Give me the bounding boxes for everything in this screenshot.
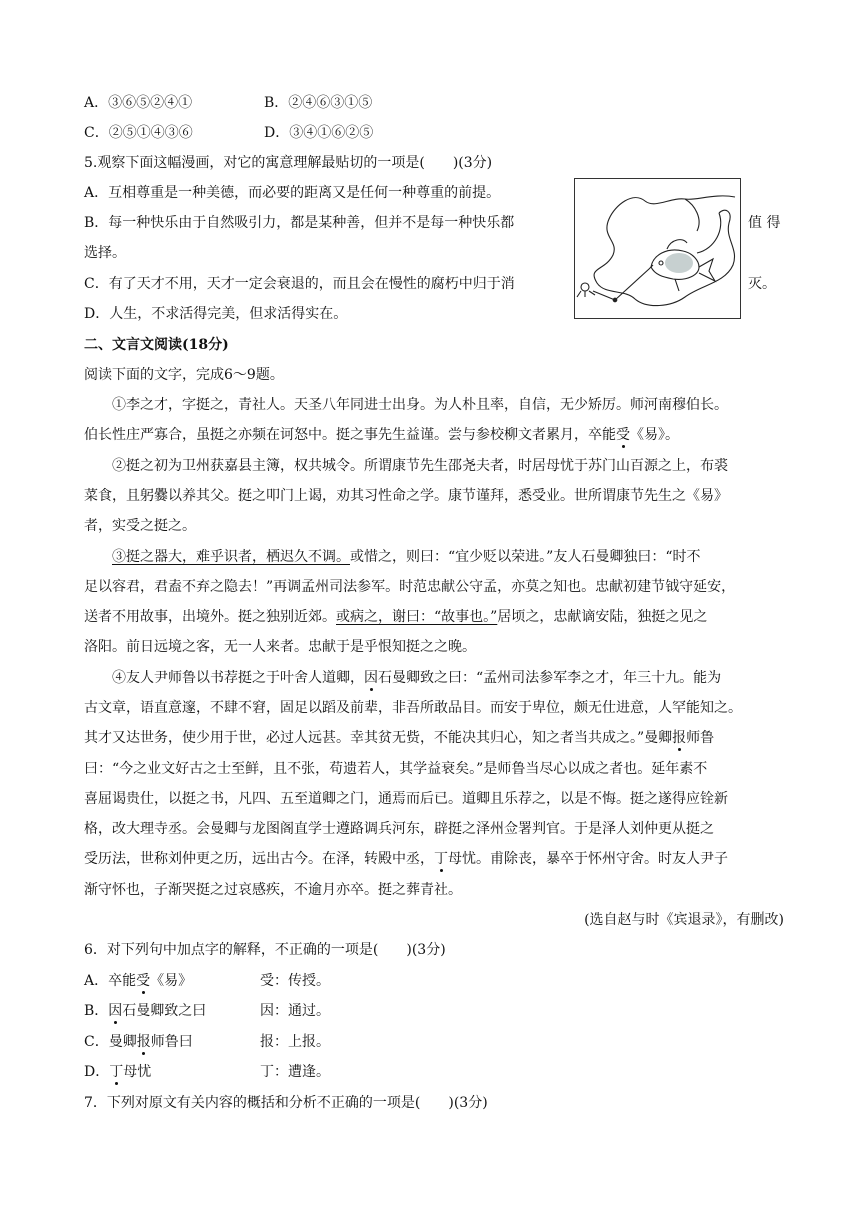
q4-option-d: D．③④①⑥②⑤ — [264, 125, 374, 141]
dotted-char-ding: 丁 — [434, 851, 448, 867]
q5-option-d: D．人生，不求活得完美，但求活得实在。 — [84, 306, 348, 322]
passage-p4-line7: 受历法，世称刘仲更之历，远出古今。在泽，转殿中丞，丁母忧。甫除丧，暴卒于怀州守舍。时友人尹子 — [84, 851, 728, 867]
passage-p3-line3: 送者不用故事，出境外。挺之独别近郊。或病之，谢曰：“故事也。”居顷之，忠献谪安陆，独挺之见之 — [84, 609, 708, 625]
passage-p4-line6: 格，改大理寺丞。会曼卿与龙图阁直学士遵路调兵河东，辟挺之泽州佥署判官。于是泽人刘仲更从挺之 — [84, 821, 714, 837]
passage-p4-line1: ④友人尹师鲁以书荐挺之于叶舍人道卿，因石曼卿致之曰：“孟州司法参军李之才，年三十九。能为 — [112, 670, 722, 686]
dotted-char-shou: 受 — [616, 427, 630, 443]
section-2-intro: 阅读下面的文字，完成6～9题。 — [84, 367, 284, 383]
q5-option-b-line1: B．每一种快乐由于自然吸引力，都是某种善，但并不是每一种快乐都 — [84, 215, 515, 231]
passage-p2-line3: 者，实受之挺之。 — [84, 518, 196, 534]
q6-option-d: D．丁母忧 — [84, 1064, 152, 1080]
q4-option-a: A．③⑥⑤②④① — [84, 95, 193, 111]
q5-option-c-line1-tail: 灭。 — [748, 276, 776, 292]
passage-p2-line2: 菜食，且躬爨以养其父。挺之叩门上谒，劝其习性命之学。康节谨拜，悉受业。世所谓康节先生之《易》 — [84, 488, 728, 504]
passage-p3-line1: ③挺之器大，难乎识者，栖迟久不调。或惜之，则曰：“宜少贬以荣进。”友人石曼卿独曰：“时不 — [112, 549, 701, 565]
section-2-title: 二、文言文阅读(18分) — [84, 337, 229, 353]
q6-option-c-gloss: 报：上报。 — [260, 1034, 330, 1050]
q5-option-b-line1-tail: 值 得 — [748, 215, 781, 231]
cartoon-illustration — [574, 178, 741, 319]
q4-option-b: B．②④⑥③①⑤ — [264, 95, 373, 111]
passage-p4-line3: 其才又达世务，使少用于世，必过人远甚。幸其贫无赀，不能决其归心，知之者当共成之。”曼卿报师鲁 — [84, 730, 715, 746]
passage-source: (选自赵与时《宾退录》，有删改) — [584, 912, 784, 928]
passage-p4-line4: 曰：“今之业文好古之士至鲜，且不张，苟遗若人，其学益衰矣。”是师鲁当尽心以成之者也。延年素不 — [84, 761, 708, 777]
dotted-char-bao: 报 — [672, 730, 687, 746]
q5-option-c-line1: C．有了天才不用，天才一定会衰退的，而且会在慢性的腐朽中归于消 — [84, 276, 515, 292]
q6-option-c: C．曼卿报师鲁曰 — [84, 1034, 193, 1050]
passage-p1-line1: ①李之才，字挺之，青社人。天圣八年同进士出身。为人朴且率，自信，无少矫厉。师河南穆伯长。 — [112, 397, 728, 413]
passage-p1-line2: 伯长性庄严寡合，虽挺之亦频在诃怒中。挺之事先生益谨。尝与参校柳文者累月，卒能受《易》。 — [84, 427, 679, 443]
underlined-sentence-1: ③挺之器大，难乎识者，栖迟久不调。 — [112, 549, 350, 565]
q5-option-b-line2: 选择。 — [84, 245, 126, 261]
q6-option-d-gloss: 丁：遭逢。 — [260, 1064, 330, 1080]
passage-p2-line1: ②挺之初为卫州获嘉县主簿，权共城令。所谓康节先生邵尧夫者，时居母忧于苏门山百源之上，布裘 — [112, 458, 728, 474]
q6-option-a: A．卒能受《易》 — [84, 973, 193, 989]
passage-p3-line4: 洛阳。前日远境之客，无一人来者。忠献于是乎恨知挺之之晚。 — [84, 639, 476, 655]
passage-p4-line5: 喜屈谒贵仕，以挺之书，凡四、五至道卿之门，通焉而后已。道卿且乐荐之，以是不悔。挺之遂得应铨新 — [84, 791, 728, 807]
q6-option-b-gloss: 因：通过。 — [260, 1003, 330, 1019]
q5-stem: 5.观察下面这幅漫画，对它的寓意理解最贴切的一项是( )(3分) — [84, 155, 493, 171]
q6-option-a-gloss: 受：传授。 — [260, 973, 330, 989]
passage-p4-line8: 渐守怀也，子渐哭挺之过哀感疾，不逾月亦卒。挺之葬青社。 — [84, 882, 462, 898]
dotted-char-yin: 因 — [364, 670, 378, 686]
passage-p3-line2: 足以容君，君盍不弃之隐去！”再调孟州司法参军。时范忠献公守孟，亦莫之知也。忠献初建节钺守延安， — [84, 579, 736, 595]
fish-cartoon-drawing — [575, 179, 740, 318]
q6-option-b: B．因石曼卿致之曰 — [84, 1003, 207, 1019]
underlined-sentence-2: 或病之，谢曰：“故事也。” — [336, 609, 498, 625]
q4-option-c: C．②⑤①④③⑥ — [84, 125, 193, 141]
q5-option-a: A．互相尊重是一种美德，而必要的距离又是任何一种尊重的前提。 — [84, 185, 501, 201]
q7-stem: 7．下列对原文有关内容的概括和分析不正确的一项是( )(3分) — [84, 1095, 488, 1111]
passage-p4-line2: 古文章，语直意邃，不肆不窘，固足以蹈及前辈，非吾所敢品目。而安于卑位，颇无仕进意，人罕能知之。 — [84, 700, 742, 716]
q6-stem: 6．对下列句中加点字的解释，不正确的一项是( )(3分) — [84, 942, 446, 958]
